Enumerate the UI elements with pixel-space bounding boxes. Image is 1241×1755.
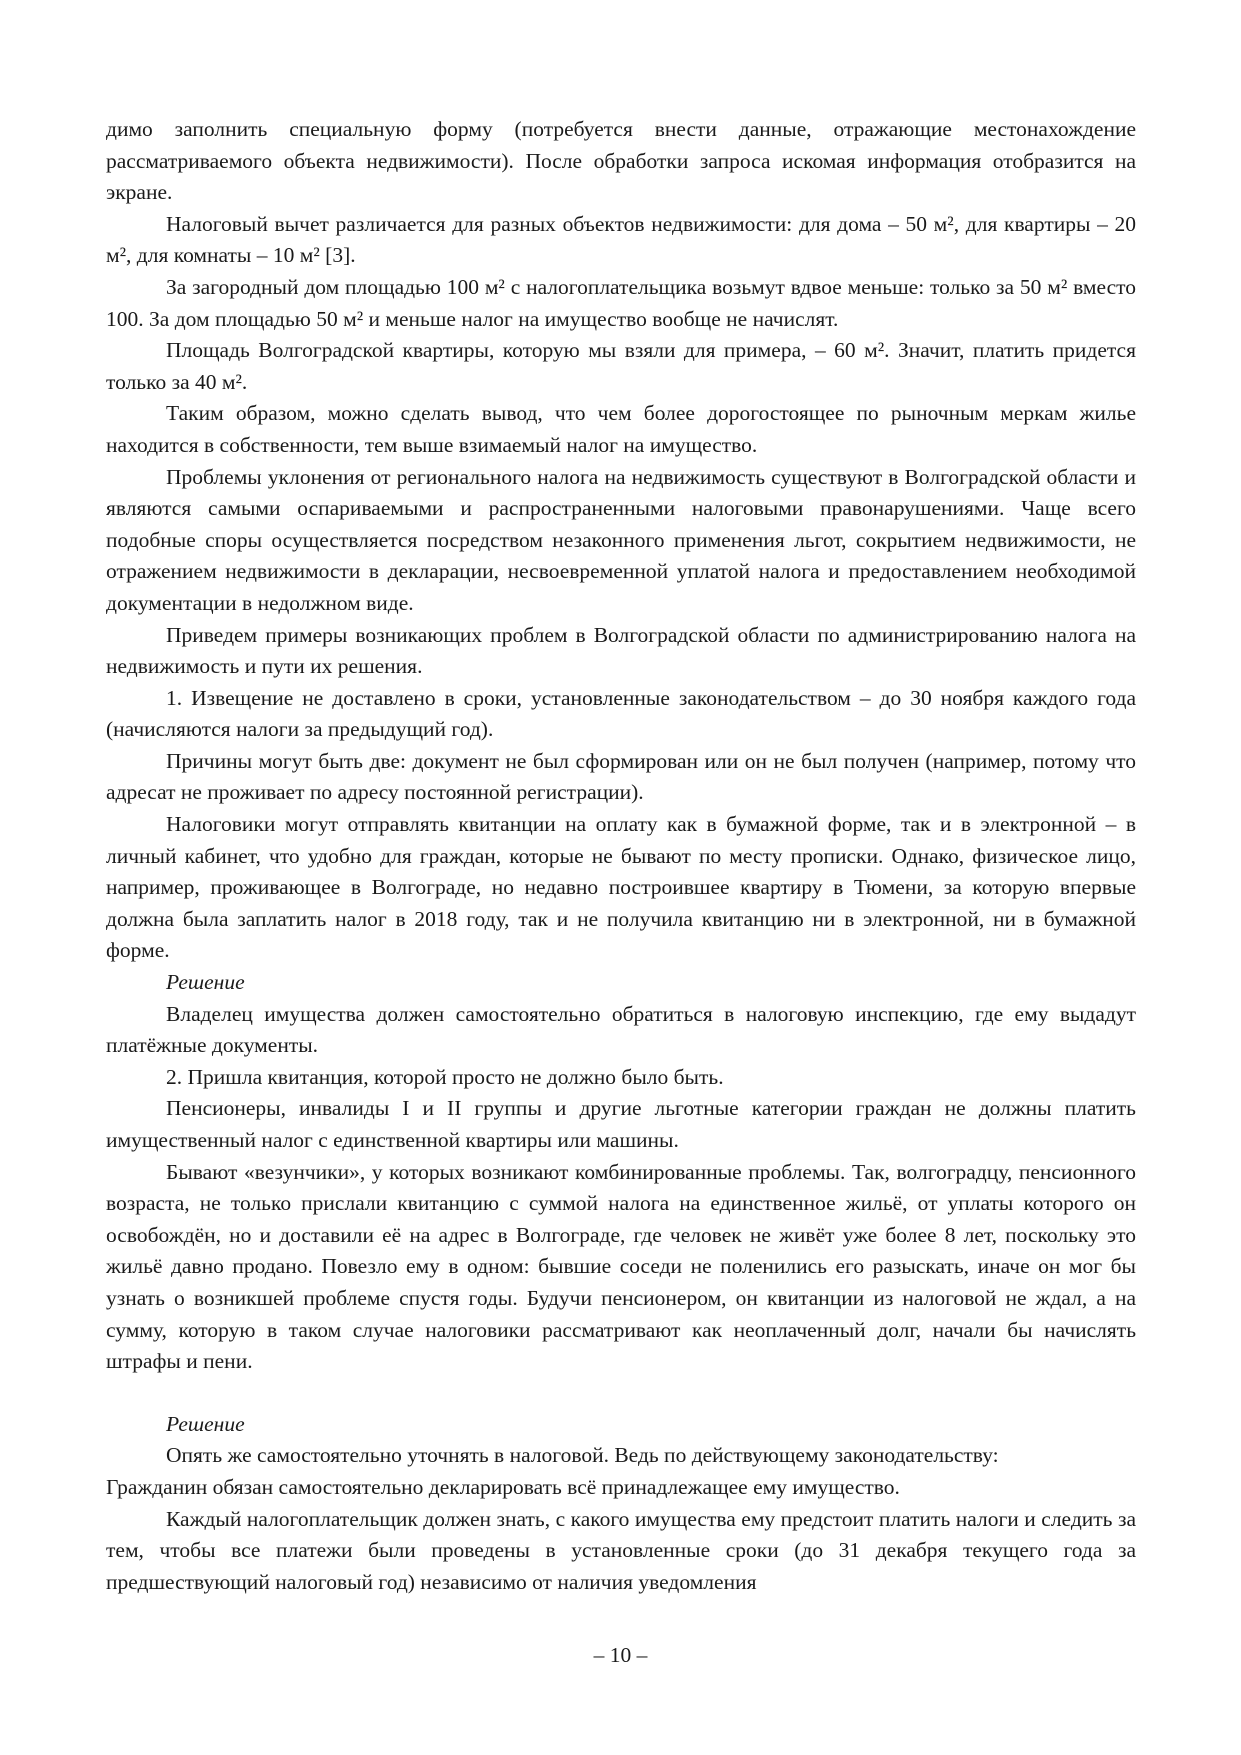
paragraph-examples-intro: Приведем примеры возникающих проблем в Волгоградской области по администрированию налога на недвижимость и пути их решения. <box>106 622 1136 679</box>
paragraph-pensioners: Пенсионеры, инвалиды I и II группы и другие льготные категории граждан не должны платить имущественный налог с единственной квартиры или машины. <box>106 1096 1136 1152</box>
paragraph-solution-1: Владелец имущества должен самостоятельно обратиться в налоговую инспекцию, где ему выдадут платёжные документы. <box>106 1001 1136 1058</box>
paragraph-solution-2: Опять же самостоятельно уточнять в налоговой. Ведь по действующему законодательству: <box>166 1443 999 1468</box>
paragraph-country-house: За загородный дом площадью 100 м² с налогоплательщика возьмут вдвое меньше: только за 50 м² вместо 100. За дом площадью 50 м² и меньше налог на имущество вообще не начислят. <box>106 274 1136 331</box>
paragraph-problem-1: 1. Извещение не доставлено в сроки, установленные законодательством – до 30 ноября каждого года (начисляются налоги за предыдущий год). <box>106 685 1136 742</box>
paragraph-receipts: Налоговики могут отправлять квитанции на оплату как в бумажной форме, так и в электронной – в личный кабинет, что удобно для граждан, которые не бывают по месту прописки. Однако, физическое лицо, например, проживающее в Волгограде, но недавно построившее квартиру в Тюмени, за которую впервые должна была заплатить налог в 2018 году, так и не получила квитанцию ни в электронной, ни в бумажной форме. <box>106 812 1136 963</box>
heading-solution-2: Решение <box>166 1411 245 1436</box>
paragraph-continuation-top: димо заполнить специальную форму (потребуется внести данные, отражающие местонахождение рассматриваемого объекта недвижимости). После обработки запроса искомая информация отобразится на экране. <box>106 117 1136 205</box>
paragraph-taxpayer-duty: Каждый налогоплательщик должен знать, с какого имущества ему предстоит платить налоги и следить за тем, чтобы все платежи были проведены в установленные сроки (до 31 декабря текущего года за предшествующий налоговый год) независимо от наличия уведомления <box>106 1506 1136 1594</box>
document-body <box>106 114 1136 1598</box>
heading-solution-1: Решение <box>166 970 245 995</box>
paragraph-tax-deduction: Налоговый вычет различается для разных объектов недвижимости: для дома – 50 м², для квартиры – 20 м², для комнаты – 10 м² [3]. <box>106 211 1136 268</box>
paragraph-volgograd-apartment: Площадь Волгоградской квартиры, которую мы взяли для примера, – 60 м². Значит, платить придется только за 40 м². <box>106 338 1136 394</box>
paragraph-reasons: Причины могут быть две: документ не был сформирован или он не был получен (например, потому что адресат не проживает по адресу постоянной регистрации). <box>106 748 1136 805</box>
paragraph-problem-2: 2. Пришла квитанция, которой просто не должно было быть. <box>166 1064 724 1089</box>
paragraph-evasion-problems: Проблемы уклонения от регионального налога на недвижимость существуют в Волгоградской области и являются самыми оспариваемыми и распространенными налоговыми правонарушениями. Чаще всего подобные споры осуществляется посредством незаконного применения льгот, сокрытием недвижимости, не отражением недвижимости в декларации, несвоевременной уплатой налога и предоставлением необходимой документации в недолжном виде. <box>106 464 1136 615</box>
paragraph-conclusion: Таким образом, можно сделать вывод, что чем более дорогостоящее по рыночным меркам жилье находится в собственности, тем выше взимаемый налог на имущество. <box>106 401 1136 457</box>
page-number: – 10 – <box>593 1643 648 1667</box>
paragraph-lucky-ones: Бывают «везунчики», у которых возникают комбинированные проблемы. Так, волгоградцу, пенсионного возраста, не только прислали квитанцию с суммой налога на единственное жильё, от уплаты которого он освобождён, но и доставили её на адрес в Волгограде, где человек не живёт уже более 8 лет, поскольку это жильё давно продано. Повезло ему в одном: бывшие соседи не поленились его разыскать, иначе он мог бы узнать о возникшей проблеме спустя годы. Будучи пенсионером, он квитанции из налоговой не ждал, а на сумму, которую в таком случае налоговики рассматривают как неоплаченный долг, начали бы начислять штрафы и пени. <box>106 1159 1136 1374</box>
paragraph-declare-property: Гражданин обязан самостоятельно декларировать всё принадлежащее ему имущество. <box>106 1474 900 1499</box>
